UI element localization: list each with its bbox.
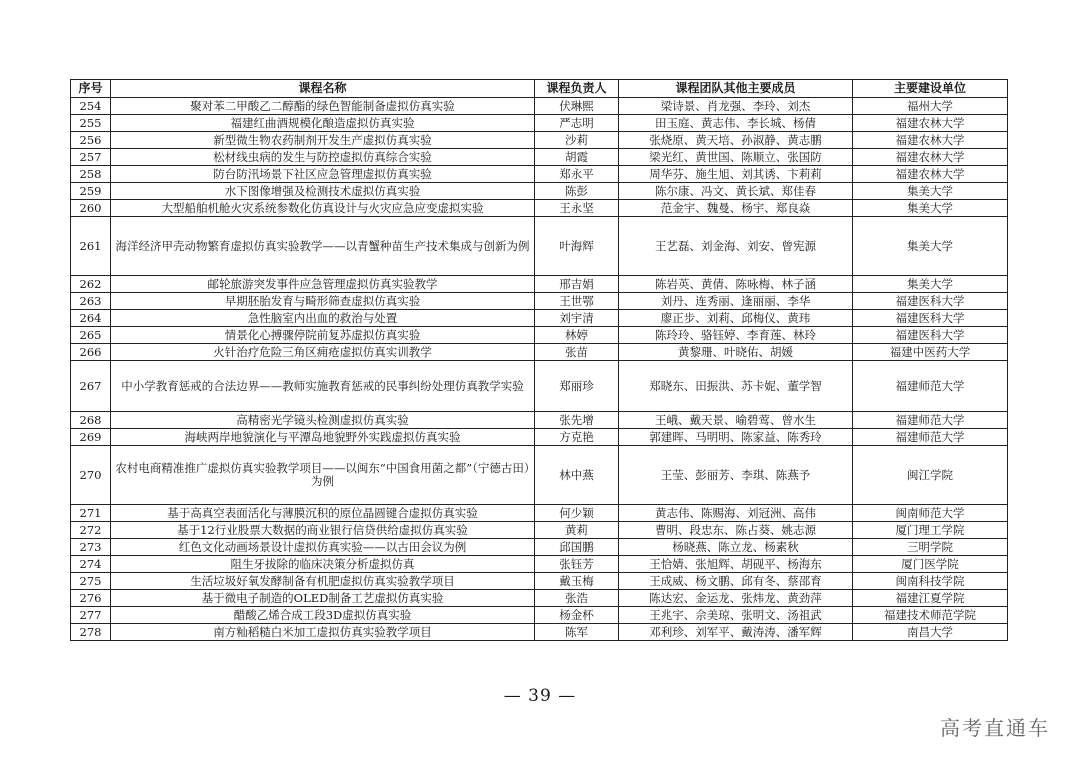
cell-course-name: 高精密光学镜头检测虚拟仿真实验 [111, 412, 535, 429]
cell-leader: 张先增 [535, 412, 619, 429]
cell-serial: 264 [71, 310, 111, 327]
cell-team-members: 田玉庭、黄志伟、李长城、杨倩 [619, 115, 853, 132]
table-row [71, 361, 1008, 412]
cell-course-name: 农村电商精准推广虚拟仿真实验教学项目——以闽东“中国食用菌之都”（宁德古田）为例 [111, 446, 535, 505]
cell-unit: 福建师范大学 [853, 429, 1008, 446]
header-leader: 课程负责人 [535, 80, 619, 98]
table-row [71, 166, 1008, 183]
cell-leader: 陈军 [535, 624, 619, 641]
cell-unit: 福建农林大学 [853, 149, 1008, 166]
cell-course-name: 海洋经济甲壳动物繁育虚拟仿真实验教学——以青蟹种苗生产技术集成与创新为例 [111, 217, 535, 276]
table-row [71, 429, 1008, 446]
cell-team-members: 陈玲玲、骆钰婷、李育莲、林玲 [619, 327, 853, 344]
cell-serial: 267 [71, 361, 111, 412]
cell-unit: 福建医科大学 [853, 310, 1008, 327]
cell-team-members: 范金宇、魏曼、杨宇、郑良焱 [619, 200, 853, 217]
cell-team-members: 邓利珍、刘军平、戴涛涛、潘军辉 [619, 624, 853, 641]
cell-course-name: 新型微生物农药制剂开发生产虚拟仿真实验 [111, 132, 535, 149]
cell-leader: 何少颖 [535, 505, 619, 522]
cell-unit: 厦门理工学院 [853, 522, 1008, 539]
cell-team-members: 王莹、彭丽芳、李琪、陈燕予 [619, 446, 853, 505]
cell-unit: 福建中医药大学 [853, 344, 1008, 361]
cell-leader: 黄莉 [535, 522, 619, 539]
cell-course-name: 福建红曲酒规模化酿造虚拟仿真实验 [111, 115, 535, 132]
cell-course-name: 阻生牙拔除的临床决策分析虚拟仿真 [111, 556, 535, 573]
cell-leader: 杨金杯 [535, 607, 619, 624]
cell-unit: 福建技术师范学院 [853, 607, 1008, 624]
cell-team-members: 王峨、戴天景、喻碧莺、曾水生 [619, 412, 853, 429]
cell-leader: 伏琳熙 [535, 98, 619, 115]
table-row [71, 522, 1008, 539]
table-row [71, 607, 1008, 624]
cell-serial: 268 [71, 412, 111, 429]
header-serial: 序号 [71, 80, 111, 98]
cell-serial: 270 [71, 446, 111, 505]
table-row [71, 412, 1008, 429]
cell-course-name: 基于高真空表面活化与薄膜沉积的原位晶圆键合虚拟仿真实验 [111, 505, 535, 522]
cell-unit: 闽江学院 [853, 446, 1008, 505]
cell-team-members: 陈岩英、黄倩、陈咏梅、林子涵 [619, 276, 853, 293]
cell-unit: 集美大学 [853, 276, 1008, 293]
cell-course-name: 水下图像增强及检测技术虚拟仿真实验 [111, 183, 535, 200]
cell-leader: 王世鄂 [535, 293, 619, 310]
table-row [71, 149, 1008, 166]
cell-course-name: 中小学教育惩戒的合法边界——教师实施教育惩戒的民事纠纷处理仿真教学实验 [111, 361, 535, 412]
table-row [71, 183, 1008, 200]
table-row [71, 293, 1008, 310]
cell-unit: 福建师范大学 [853, 412, 1008, 429]
cell-course-name: 大型船舶机舱火灾系统参数化仿真设计与火灾应急应变虚拟实验 [111, 200, 535, 217]
table-row [71, 200, 1008, 217]
table-row [71, 115, 1008, 132]
cell-serial: 276 [71, 590, 111, 607]
cell-leader: 林婷 [535, 327, 619, 344]
cell-serial: 260 [71, 200, 111, 217]
cell-team-members: 王恰婧、张旭辉、胡砚平、杨海东 [619, 556, 853, 573]
cell-serial: 272 [71, 522, 111, 539]
cell-serial: 254 [71, 98, 111, 115]
cell-team-members: 黄志伟、陈赐海、刘冠洲、高伟 [619, 505, 853, 522]
cell-unit: 福州大学 [853, 98, 1008, 115]
cell-course-name: 红色文化动画场景设计虚拟仿真实验——以古田会议为例 [111, 539, 535, 556]
cell-team-members: 王成威、杨文鹏、邱有冬、蔡邵育 [619, 573, 853, 590]
table-row [71, 590, 1008, 607]
cell-leader: 郑丽珍 [535, 361, 619, 412]
table-row [71, 539, 1008, 556]
cell-unit: 闽南师范大学 [853, 505, 1008, 522]
cell-team-members: 陈达宏、金运龙、张炜龙、黄劲萍 [619, 590, 853, 607]
cell-course-name: 醋酸乙烯合成工段3D虚拟仿真实验 [111, 607, 535, 624]
table-row [71, 556, 1008, 573]
cell-leader: 严志明 [535, 115, 619, 132]
cell-leader: 林中燕 [535, 446, 619, 505]
cell-unit: 福建医科大学 [853, 293, 1008, 310]
cell-serial: 259 [71, 183, 111, 200]
cell-team-members: 廖正步、刘莉、邱梅仪、黄玮 [619, 310, 853, 327]
cell-team-members: 郭建晖、马明明、陈家益、陈秀玲 [619, 429, 853, 446]
table-row [71, 344, 1008, 361]
cell-course-name: 南方籼稻糙白米加工虚拟仿真实验教学项目 [111, 624, 535, 641]
cell-team-members: 王兆宇、佘美琼、张明文、汤祖武 [619, 607, 853, 624]
cell-serial: 277 [71, 607, 111, 624]
cell-course-name: 生活垃圾好氧发酵制备有机肥虚拟仿真实验教学项目 [111, 573, 535, 590]
cell-team-members: 曹明、段忠东、陈占葵、姚志源 [619, 522, 853, 539]
cell-team-members: 陈尔康、冯文、黄长斌、郑佳春 [619, 183, 853, 200]
cell-serial: 258 [71, 166, 111, 183]
cell-course-name: 早期胚胎发育与畸形筛查虚拟仿真实验 [111, 293, 535, 310]
table-row [71, 624, 1008, 641]
header-team-members: 课程团队其他主要成员 [619, 80, 853, 98]
cell-unit: 厦门医学院 [853, 556, 1008, 573]
cell-leader: 方克艳 [535, 429, 619, 446]
table-row [71, 132, 1008, 149]
table-row [71, 573, 1008, 590]
cell-unit: 福建师范大学 [853, 361, 1008, 412]
cell-unit: 福建农林大学 [853, 115, 1008, 132]
page-number: — 39 — [503, 686, 577, 706]
cell-serial: 275 [71, 573, 111, 590]
cell-team-members: 王艺磊、刘金海、刘安、曾宪源 [619, 217, 853, 276]
cell-leader: 刘宇清 [535, 310, 619, 327]
cell-serial: 262 [71, 276, 111, 293]
cell-course-name: 基于12行业股票大数据的商业银行信贷供给虚拟仿真实验 [111, 522, 535, 539]
cell-leader: 邢吉娟 [535, 276, 619, 293]
cell-team-members: 杨晓燕、陈立龙、杨素秋 [619, 539, 853, 556]
table-row [71, 505, 1008, 522]
table-row [71, 276, 1008, 293]
table-header-row [71, 80, 1008, 98]
header-unit: 主要建设单位 [853, 80, 1008, 98]
cell-course-name: 情景化心搏骤停院前复苏虚拟仿真实验 [111, 327, 535, 344]
cell-unit: 南昌大学 [853, 624, 1008, 641]
cell-leader: 沙莉 [535, 132, 619, 149]
cell-unit: 集美大学 [853, 183, 1008, 200]
table-row [71, 217, 1008, 276]
cell-serial: 261 [71, 217, 111, 276]
cell-team-members: 梁光红、黄世国、陈顺立、张国防 [619, 149, 853, 166]
cell-serial: 265 [71, 327, 111, 344]
cell-leader: 郑永平 [535, 166, 619, 183]
cell-serial: 271 [71, 505, 111, 522]
cell-team-members: 刘丹、连秀丽、逢丽丽、李华 [619, 293, 853, 310]
cell-team-members: 黄黎珊、叶晓佑、胡媛 [619, 344, 853, 361]
cell-unit: 闽南科技学院 [853, 573, 1008, 590]
cell-serial: 256 [71, 132, 111, 149]
cell-course-name: 急性脑室内出血的救治与处置 [111, 310, 535, 327]
cell-leader: 戴玉梅 [535, 573, 619, 590]
cell-serial: 274 [71, 556, 111, 573]
table-row [71, 327, 1008, 344]
cell-serial: 266 [71, 344, 111, 361]
cell-unit: 福建农林大学 [853, 132, 1008, 149]
cell-leader: 张钰芳 [535, 556, 619, 573]
cell-leader: 邱国鹏 [535, 539, 619, 556]
cell-course-name: 松材线虫病的发生与防控虚拟仿真综合实验 [111, 149, 535, 166]
cell-serial: 257 [71, 149, 111, 166]
cell-team-members: 周华芬、施生旭、刘其诱、卞莉莉 [619, 166, 853, 183]
cell-team-members: 张烧原、黄天培、孙淑静、黄志鹏 [619, 132, 853, 149]
cell-course-name: 聚对苯二甲酸乙二醇酯的绿色智能制备虚拟仿真实验 [111, 98, 535, 115]
cell-course-name: 邮轮旅游突发事件应急管理虚拟仿真实验教学 [111, 276, 535, 293]
cell-course-name: 基于微电子制造的OLED制备工艺虚拟仿真实验 [111, 590, 535, 607]
cell-serial: 278 [71, 624, 111, 641]
cell-unit: 福建农林大学 [853, 166, 1008, 183]
cell-leader: 张苗 [535, 344, 619, 361]
cell-unit: 集美大学 [853, 217, 1008, 276]
cell-leader: 张浩 [535, 590, 619, 607]
cell-unit: 福建江夏学院 [853, 590, 1008, 607]
cell-serial: 273 [71, 539, 111, 556]
cell-serial: 269 [71, 429, 111, 446]
cell-team-members: 梁诗景、肖龙强、李玲、刘杰 [619, 98, 853, 115]
table-row [71, 310, 1008, 327]
cell-leader: 叶海辉 [535, 217, 619, 276]
cell-unit: 三明学院 [853, 539, 1008, 556]
cell-leader: 陈彭 [535, 183, 619, 200]
cell-course-name: 防台防汛场景下社区应急管理虚拟仿真实验 [111, 166, 535, 183]
cell-leader: 王永坚 [535, 200, 619, 217]
cell-serial: 263 [71, 293, 111, 310]
table-row [71, 446, 1008, 505]
cell-course-name: 海峡两岸地貌演化与平潭岛地貌野外实践虚拟仿真实验 [111, 429, 535, 446]
cell-unit: 集美大学 [853, 200, 1008, 217]
table-row [71, 98, 1008, 115]
course-table [70, 79, 1008, 641]
cell-team-members: 郑晓东、田振洪、苏卡妮、董学智 [619, 361, 853, 412]
cell-leader: 胡霞 [535, 149, 619, 166]
table-body [71, 98, 1008, 641]
header-course-name: 课程名称 [111, 80, 535, 98]
cell-unit: 福建医科大学 [853, 327, 1008, 344]
watermark: 高考直通车 [940, 716, 1050, 740]
cell-course-name: 火针治疗危险三角区痈疮虚拟仿真实训教学 [111, 344, 535, 361]
cell-serial: 255 [71, 115, 111, 132]
